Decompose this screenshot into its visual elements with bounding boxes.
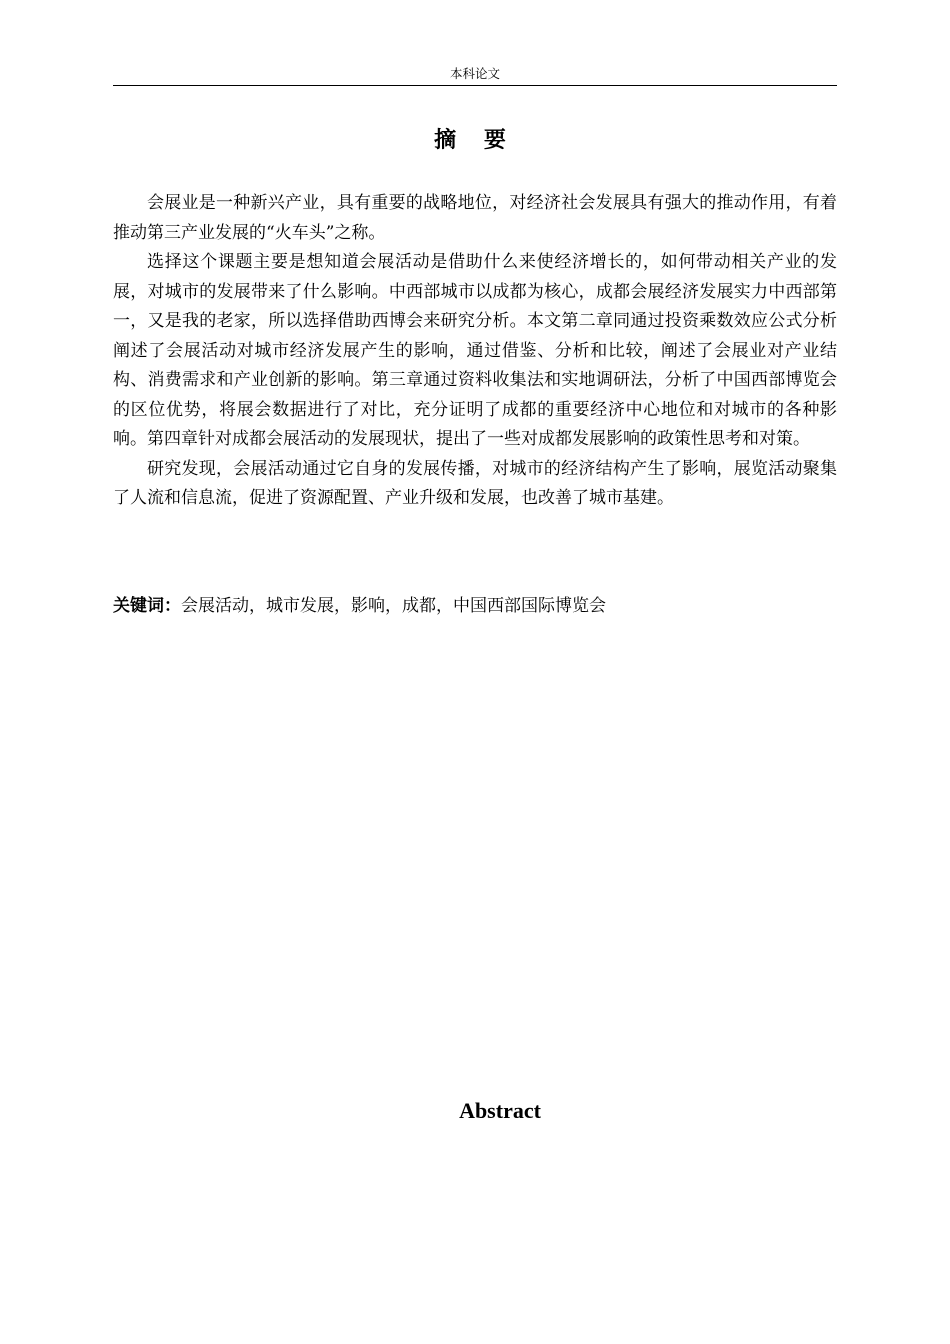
keywords-text: 会展活动，城市发展，影响，成都，中国西部国际博览会: [181, 596, 606, 616]
abstract-cn-body: [113, 189, 837, 514]
running-header: 本科论文: [449, 66, 500, 81]
keywords-label: 关键词：: [113, 596, 181, 616]
abstract-paragraph: 研究发现，会展活动通过它自身的发展传播，对城市的经济结构产生了影响，展览活动聚集了人流和信息流，促进了资源配置、产业升级和发展，也改善了城市基建。: [113, 458, 837, 508]
abstract-cn-title: 摘 要: [434, 128, 516, 153]
abstract-paragraph: 选择这个课题主要是想知道会展活动是借助什么来使经济增长的，如何带动相关产业的发展，对城市的发展带来了什么影响。中西部城市以成都为核心，成都会展经济发展实力中西部第一，又是我的老家，所以选择借助西博会来研究分析。本文第二章同通过投资乘数效应公式分析阐述了会展活动对城市经济发展产生的影响，通过借鉴、分析和比较，阐述了会展业对产业结构、消费需求和产业创新的影响。第三章通过资料收集法和实地调研法，分析了中国西部博览会的区位优势，将展会数据进行了对比，充分证明了成都的重要经济中心地位和对城市的各种影响。第四章针对成都会展活动的发展现状，提出了一些对成都发展影响的政策性思考和对策。: [113, 252, 837, 449]
keywords-line: [113, 592, 837, 621]
abstract-en-title: Abstract: [459, 1098, 541, 1123]
abstract-paragraph: 会展业是一种新兴产业，具有重要的战略地位，对经济社会发展具有强大的推动作用，有着推动第三产业发展的“火车头”之称。: [113, 193, 837, 243]
header-rule: [113, 85, 837, 86]
